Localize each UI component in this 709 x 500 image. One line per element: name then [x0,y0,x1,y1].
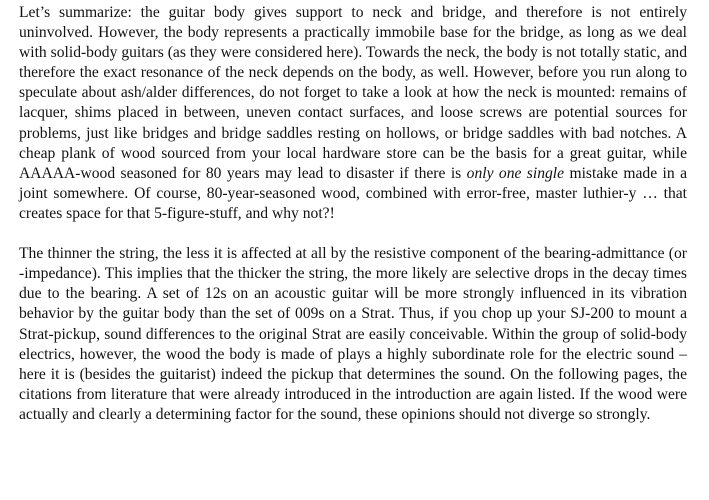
paragraph-summary-emphasis: only one single [466,164,565,182]
paragraph-summary [19,3,687,224]
paragraph-string-thickness-text: The thinner the string, the less it is affected at all by the resistive component of the bearing-admittance (or -impedance). This implies that the thicker the string, the more likely are selective drops in the decay times due to the bearing. A set of 12s on an acoustic guitar will be more strongly influenced in its vibration behavior by the guitar body than the set of 009s on a Strat. Thus, if you chop up your SJ-200 to mount a Strat-pickup, sound differences to the original Strat are easily conceivable. Within the group of solid-body electrics, however, the wood the body is made of plays a highly subordinate role for the electric sound – here it is (besides the guitarist) indeed the pickup that determines the sound. On the following pages, the citations from literature that were already introduced in the introduction are again listed. If the wood were actually and clearly a determining factor for the sound, these opinions should not diverge so strongly. [19,245,687,423]
paragraph-summary-text-2: mistake made in a joint somewhere. Of course, 80-year-seasoned wood, combined with error-free, master luthier-y … that creates space for that 5-figure-stuff, and why not?! [19,164,687,222]
paragraph-summary-text-1: Let’s summarize: the guitar body gives support to neck and bridge, and therefore is not entirely uninvolved. However, the body represents a practically immobile base for the bridge, as long as we deal with solid-body guitars (as they were considered here). Towards the neck, the body is not totally static, and therefore the exact resonance of the neck depends on the body, as well. However, before you run along to speculate about ash/alder differences, do not forget to take a look at how the neck is mounted: remains of lacquer, shims placed in between, uneven contact surfaces, and loose screws are potential sources for problems, just like bridges and bridge saddles resting on hollows, or bridge saddles with bad notches. A cheap plank of wood sourced from your local hardware store can be the basis for a great guitar, while AAAAA-wood seasoned for 80 years may lead to disaster if there is [19,4,687,182]
document-page [19,3,687,425]
paragraph-string-thickness [19,244,687,425]
